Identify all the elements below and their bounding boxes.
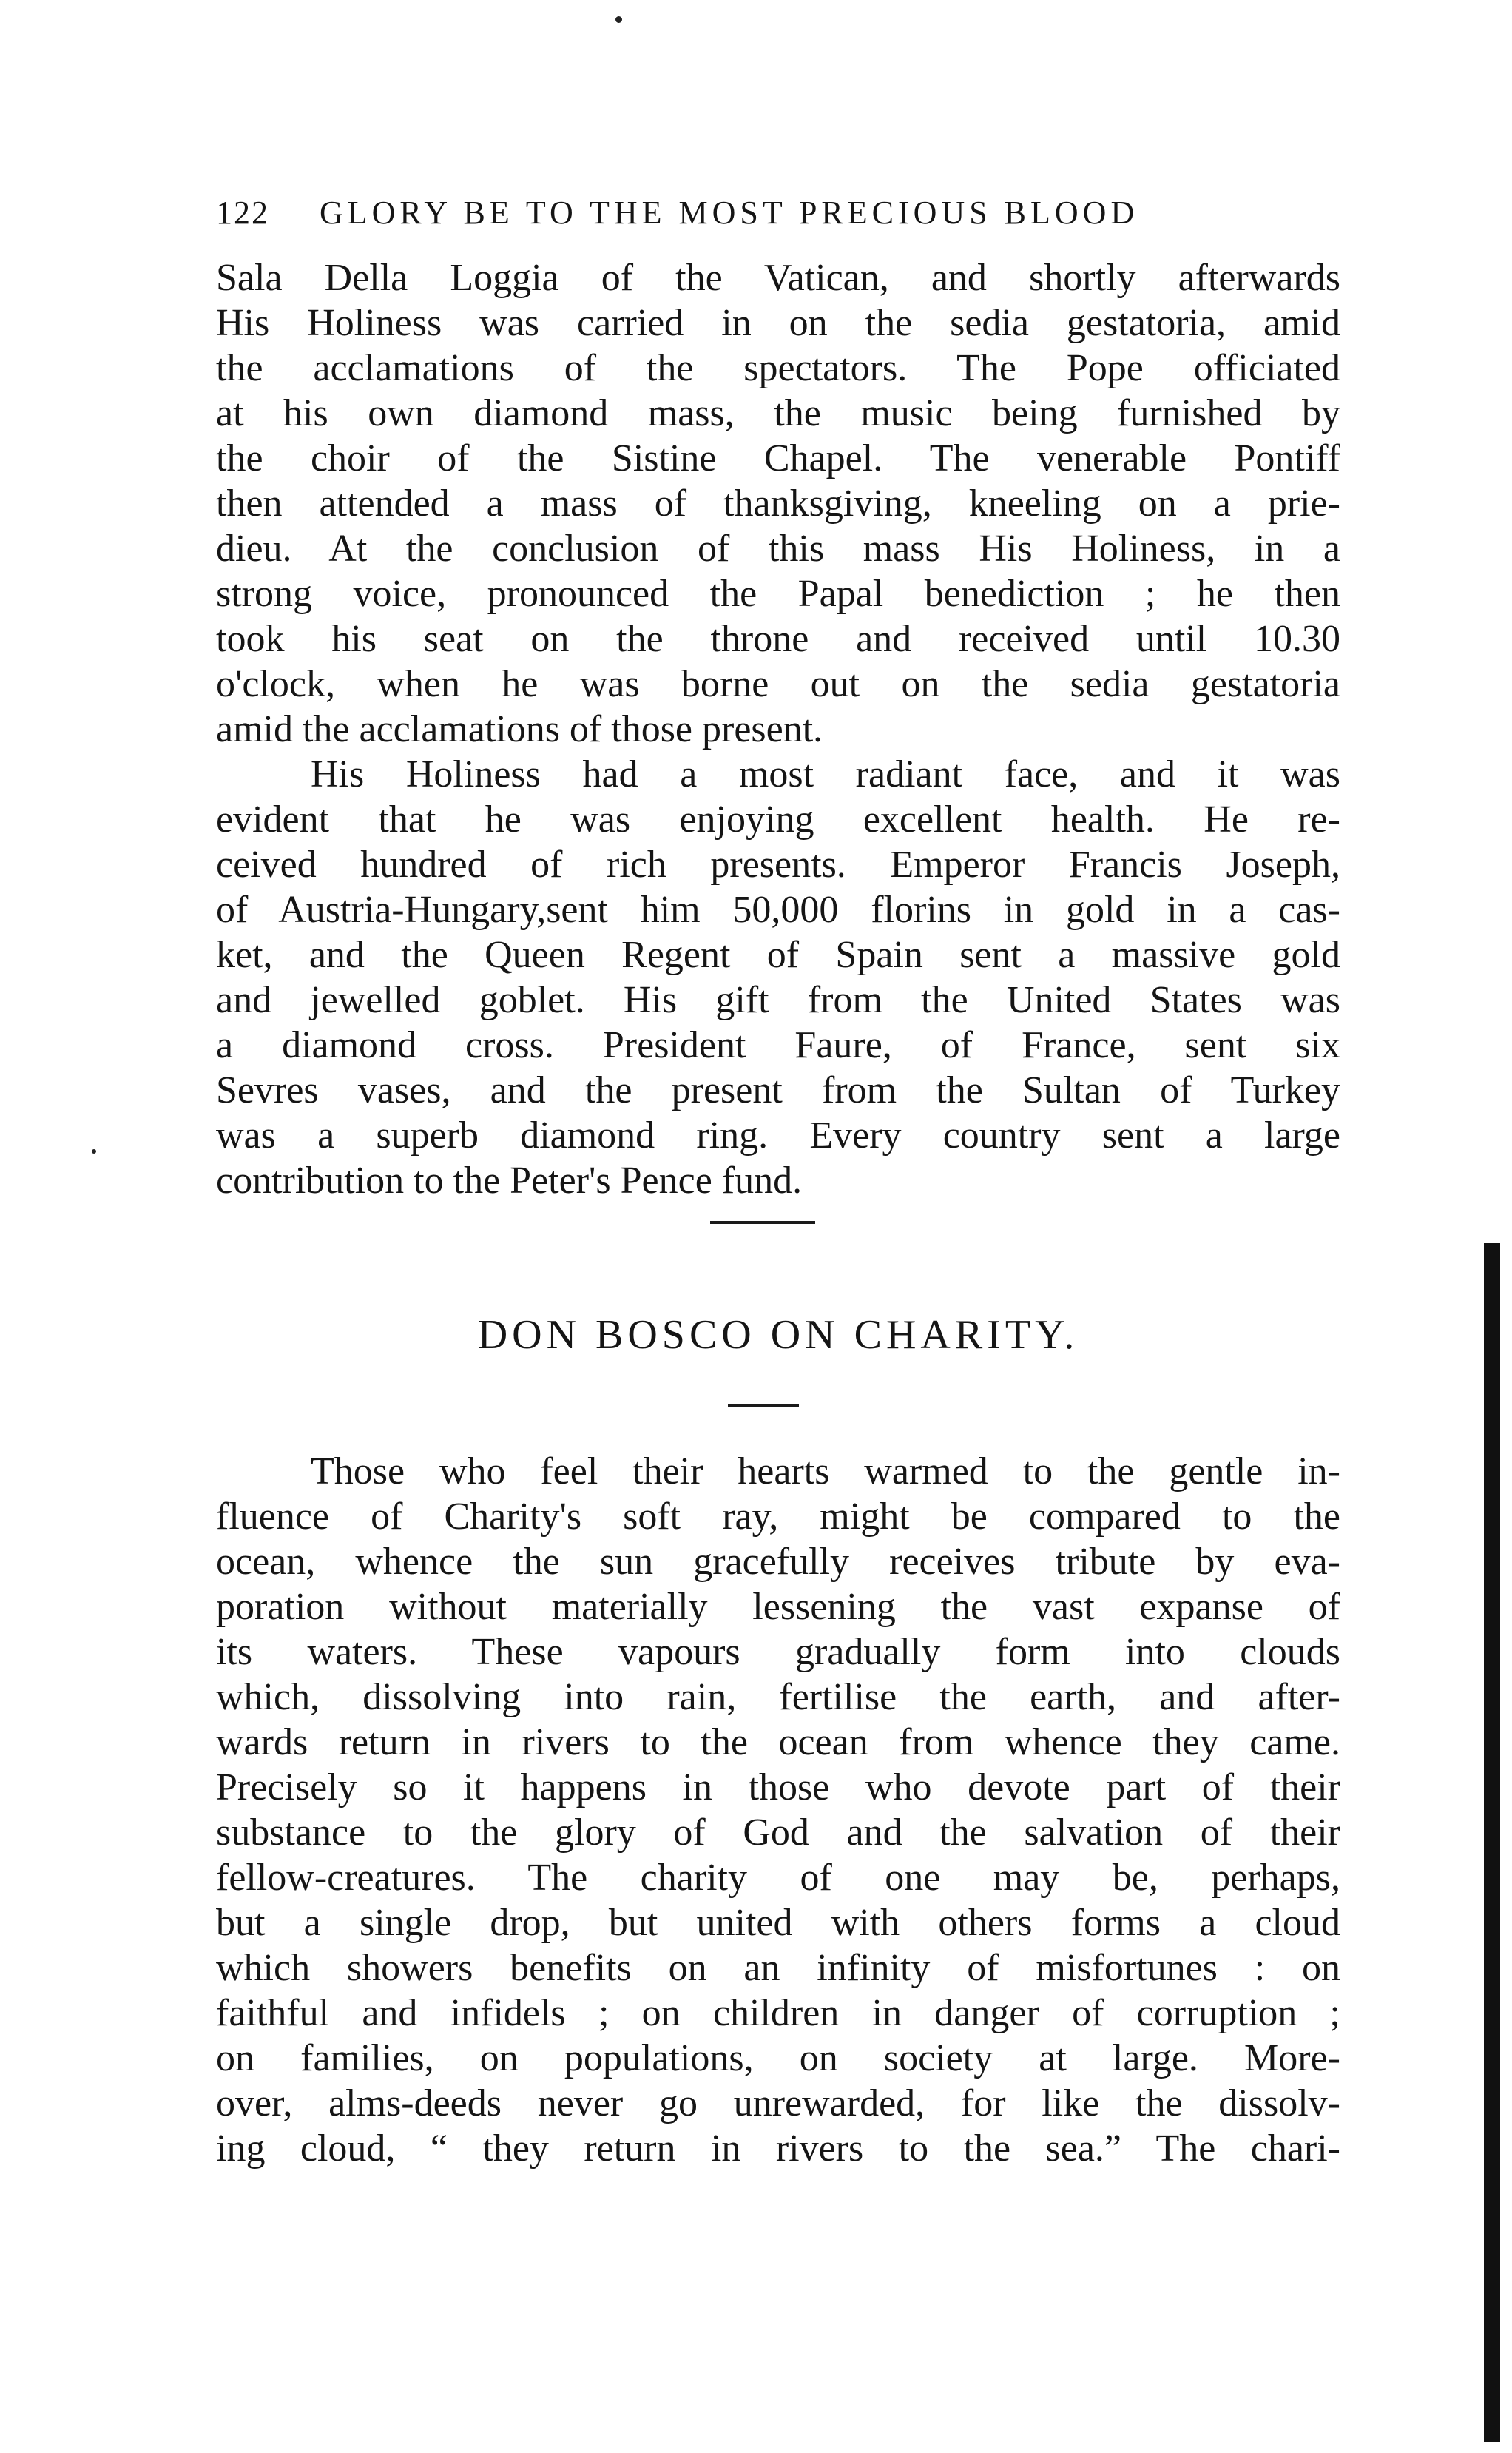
text-line: over, alms-deeds never go unrewarded, for like the dissolv- [216,2082,1340,2124]
text-line: His Holiness was carried in on the sedia gestatoria, amid [216,302,1340,344]
text-line: was a superb diamond ring. Every country sent a large [216,1114,1340,1157]
text-line: the choir of the Sistine Chapel. The venerable Pontiff [216,437,1340,480]
text-line: ocean, whence the sun gracefully receives tribute by eva- [216,1541,1340,1583]
text-line: ing cloud, “ they return in rivers to the sea.” The chari- [216,2127,1340,2170]
text-line: Sala Della Loggia of the Vatican, and shortly afterwards [216,257,1340,299]
text-line: took his seat on the throne and received until 10.30 [216,618,1340,660]
paragraph-2 [216,752,1340,1203]
text-line: poration without materially lessening the vast expanse of [216,1586,1340,1628]
text-line: fellow-creatures. The charity of one may be, perhaps, [216,1857,1340,1899]
text-line: but a single drop, but united with others forms a cloud [216,1902,1340,1944]
text-line: wards return in rivers to the ocean from whence they came. [216,1721,1340,1763]
divider-rule-top [710,1221,815,1224]
section-heading: DON BOSCO ON CHARITY. [477,1312,1079,1358]
text-line: Those who feel their hearts warmed to the gentle in- [311,1450,1340,1493]
text-line: Precisely so it happens in those who devote part of their [216,1766,1340,1808]
text-line: which, dissolving into rain, fertilise the earth, and after- [216,1676,1340,1718]
text-line: which showers benefits on an infinity of misfortunes : on [216,1947,1340,1989]
text-line: ket, and the Queen Regent of Spain sent a massive gold [216,934,1340,976]
text-line: evident that he was enjoying excellent health. He re- [216,798,1340,841]
paragraph-3 [216,1449,1340,2171]
text-line: ceived hundred of rich presents. Emperor Francis Joseph, [216,844,1340,886]
text-line: of Austria-Hungary,sent him 50,000 florins in gold in a cas- [216,889,1340,931]
text-line: at his own diamond mass, the music being furnished by [216,392,1340,434]
divider-rule-bottom [728,1404,799,1407]
text-line: the acclamations of the spectators. The Pope officiated [216,347,1340,389]
ink-speck-margin [92,1149,96,1154]
paragraph-1 [216,255,1340,752]
text-line: a diamond cross. President Faure, of France, sent six [216,1024,1340,1066]
text-line: amid the acclamations of those present. [216,708,823,750]
text-line: faithful and infidels ; on children in danger of corruption ; [216,1992,1340,2034]
text-line: its waters. These vapours gradually form into clouds [216,1631,1340,1673]
text-line: substance to the glory of God and the salvation of their [216,1811,1340,1854]
text-line: and jewelled goblet. His gift from the United States was [216,979,1340,1021]
text-line: o'clock, when he was borne out on the sedia gestatoria [216,663,1340,705]
text-line: dieu. At the conclusion of this mass His Holiness, in a [216,528,1340,570]
ink-speck-top [615,16,622,23]
text-line: contribution to the Peter's Pence fund. [216,1160,803,1202]
text-line: Sevres vases, and the present from the Sultan of Turkey [216,1069,1340,1111]
text-line: then attended a mass of thanksgiving, kneeling on a prie- [216,482,1340,525]
text-line: fluence of Charity's soft ray, might be compared to the [216,1495,1340,1538]
running-head [216,194,1355,232]
running-title: GLORY BE TO THE MOST PRECIOUS BLOOD [320,195,1139,231]
text-line: His Holiness had a most radiant face, and it was [311,753,1340,795]
page-edge-shadow [1484,1243,1500,2442]
text-line: on families, on populations, on society at large. More- [216,2037,1340,2079]
text-line: strong voice, pronounced the Papal benediction ; he then [216,573,1340,615]
page-number: 122 [216,195,269,231]
